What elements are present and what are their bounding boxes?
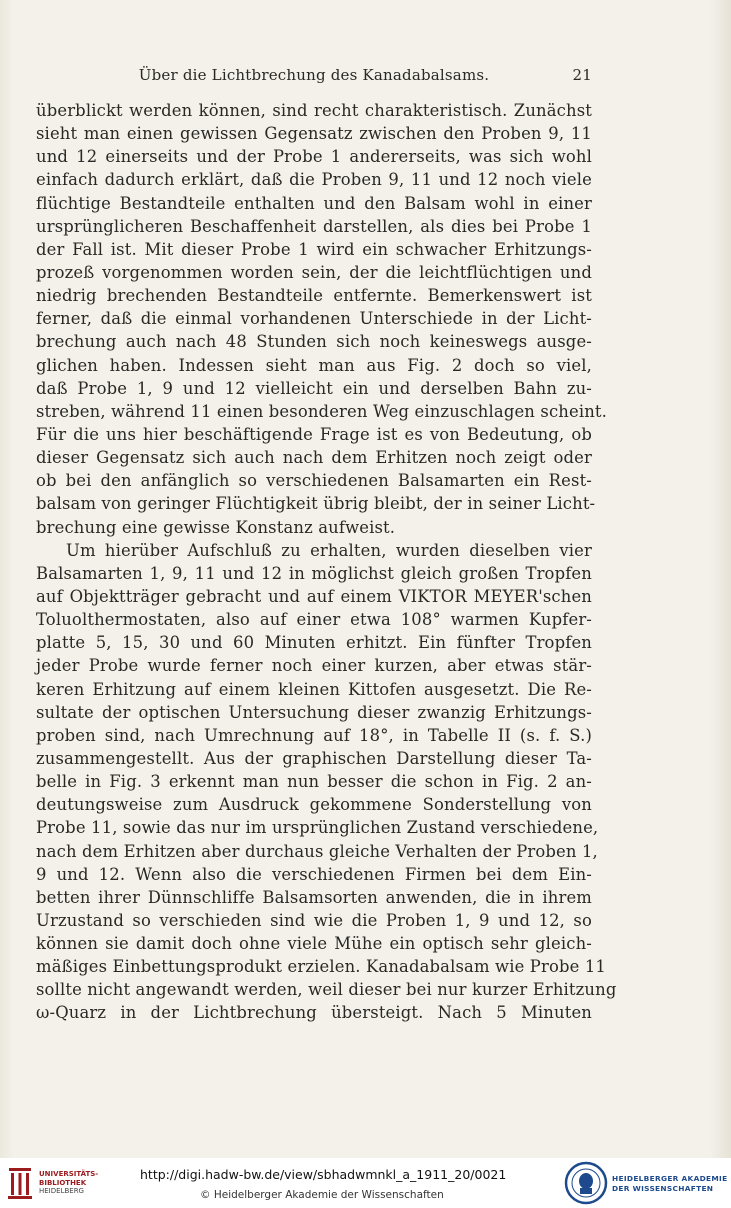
text-line: der Fall ist. Mit dieser Probe 1 wird ein schwacher Erhitzungs- — [36, 239, 592, 259]
university-name-2: BIBLIOTHEK — [39, 1178, 87, 1187]
text-line: dieser Gegensatz sich auch nach dem Erhitzen noch zeigt oder — [36, 448, 592, 468]
text-line: sultate der optischen Untersuchung dieser zwanzig Erhitzungs- — [36, 702, 592, 722]
academy-name-line1: HEIDELBERGER AKADEMIE — [612, 1174, 728, 1183]
text-line: prozeß vorgenommen worden sein, der die leichtflüchtigen und — [36, 262, 592, 282]
text-line: keren Erhitzung auf einem kleinen Kittofen ausgesetzt. Die Re- — [36, 679, 592, 699]
text-line: glichen haben. Indessen sieht man aus Fig. 2 doch so viel, — [36, 355, 592, 375]
text-line: 9 und 12. Wenn also die verschiedenen Firmen bei dem Ein- — [36, 864, 592, 884]
text-line: belle in Fig. 3 erkennt man nun besser die schon in Fig. 2 an- — [36, 772, 592, 792]
text-line: daß Probe 1, 9 und 12 vielleicht ein und derselben Bahn zu- — [36, 378, 592, 398]
text-line: platte 5, 15, 30 und 60 Minuten erhitzt. Ein fünfter Tropfen — [36, 633, 592, 653]
page-number: 21 — [572, 66, 592, 84]
text-line: deutungsweise zum Ausdruck gekommene Sonderstellung von — [36, 795, 592, 815]
text-line: ursprünglicheren Beschaffenheit darstellen, als dies bei Probe 1 — [36, 216, 592, 236]
university-label — [39, 1170, 98, 1196]
text-line: betten ihrer Dünnschliffe Balsamsorten anwenden, die in ihrem — [36, 887, 592, 907]
text-line: mäßiges Einbettungsprodukt erzielen. Kanadabalsam wie Probe 11 — [36, 957, 606, 977]
text-line: sieht man einen gewissen Gegensatz zwischen den Proben 9, 11 — [36, 124, 592, 144]
page-title: Über die Lichtbrechung des Kanadabalsams. — [138, 66, 490, 84]
university-emblem-icon — [6, 1164, 34, 1202]
text-line: überblickt werden können, sind recht charakteristisch. Zunächst — [36, 101, 592, 120]
text-line: niedrig brechenden Bestandteile entfernte. Bemerkenswert ist — [36, 286, 592, 306]
text-line: Balsamarten 1, 9, 11 und 12 in möglichst gleich großen Tropfen — [36, 563, 592, 583]
text-line: jeder Probe wurde ferner noch einer kurzen, aber etwas stär- — [36, 656, 592, 676]
text-line: Urzustand so verschieden sind wie die Proben 1, 9 und 12, so — [36, 910, 592, 930]
university-library-logo[interactable] — [6, 1164, 131, 1204]
text-line: können sie damit doch ohne viele Mühe ein optisch sehr gleich- — [36, 934, 592, 954]
running-head — [36, 66, 592, 88]
text-line: und 12 einerseits und der Probe 1 andererseits, was sich wohl — [36, 147, 592, 167]
text-line: Für die uns hier beschäftigende Frage ist es von Bedeutung, ob — [36, 424, 592, 444]
text-line: nach dem Erhitzen aber durchaus gleiche Verhalten der Proben 1, — [36, 841, 598, 861]
text-line: auf Objektträger gebracht und auf einem VIKTOR MEYER'schen — [36, 586, 592, 606]
university-name: UNIVERSITÄTS- — [39, 1170, 99, 1178]
academy-logo[interactable] — [564, 1161, 728, 1205]
text-line: einfach dadurch erklärt, daß die Proben 9, 11 und 12 noch viele — [36, 170, 592, 190]
university-city: HEIDELBERG — [39, 1187, 84, 1195]
text-line: sollte nicht angewandt werden, weil dieser bei nur kurzer Erhitzung — [36, 980, 617, 1000]
academy-seal-icon — [564, 1161, 608, 1205]
permalink-url[interactable]: http://digi.hadw-bw.de/view/sbhadwmnkl_a_1911_20/0021 — [140, 1167, 507, 1182]
body-text — [36, 99, 617, 1025]
text-line: ferner, daß die einmal vorhandenen Unterschiede in der Licht- — [36, 309, 592, 329]
text-line: brechung eine gewisse Konstanz aufweist. — [36, 517, 396, 537]
text-line: Toluolthermostaten, also auf einer etwa 108° warmen Kupfer- — [36, 610, 592, 630]
text-line: streben, während 11 einen besonderen Weg einzuschlagen scheint. — [36, 401, 608, 421]
text-line: Um hierüber Aufschluß zu erhalten, wurden dieselben vier — [66, 540, 592, 560]
academy-label — [612, 1174, 727, 1193]
text-line: balsam von geringer Flüchtigkeit übrig bleibt, der in seiner Licht- — [36, 494, 596, 514]
viewer-footer — [0, 1158, 731, 1208]
text-line: zusammengestellt. Aus der graphischen Darstellung dieser Ta- — [36, 748, 592, 768]
copyright-notice: © Heidelberger Akademie der Wissenschaften — [200, 1189, 444, 1201]
text-line: ob bei den anfänglich so verschiedenen Balsamarten ein Rest- — [36, 471, 592, 491]
academy-name-line2: DER WISSENSCHAFTEN — [612, 1183, 714, 1193]
text-line: brechung auch nach 48 Stunden sich noch keineswegs ausge- — [36, 332, 592, 352]
text-line: Probe 11, sowie das nur im ursprünglichen Zustand verschiedene, — [36, 818, 599, 838]
text-line: flüchtige Bestandteile enthalten und den Balsam wohl in einer — [36, 193, 592, 213]
text-line: proben sind, nach Umrechnung auf 18°, in Tabelle II (s. f. S.) — [36, 725, 592, 745]
text-line: ω-Quarz in der Lichtbrechung übersteigt. Nach 5 Minuten — [36, 1003, 592, 1023]
